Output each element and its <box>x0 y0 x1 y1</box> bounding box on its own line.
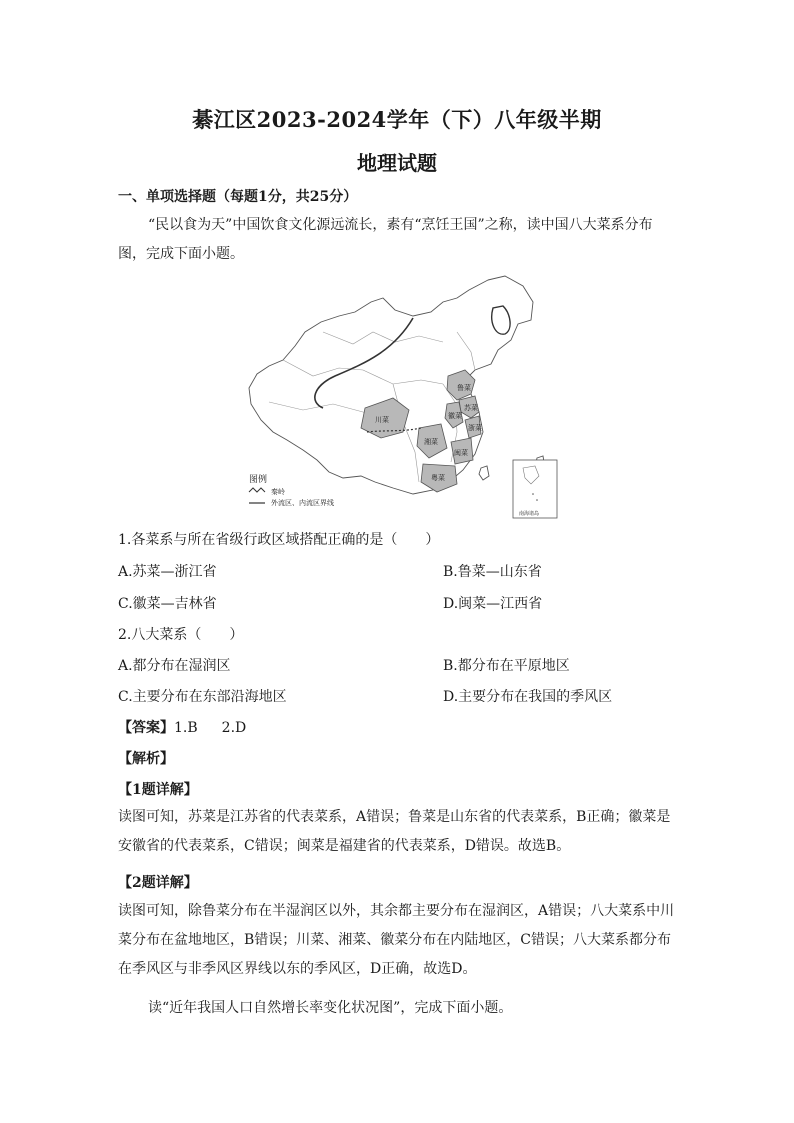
page-subtitle: 地理试题 <box>357 151 437 175</box>
answer-2: 2.D <box>221 720 247 736</box>
q1-option-a: A.苏菜—浙江省 <box>118 564 217 580</box>
mountain-icon <box>249 488 265 492</box>
map-legend <box>249 473 334 507</box>
answer-label: 【答案】 <box>118 720 174 736</box>
label-yue: 粤菜 <box>431 474 445 482</box>
q2-option-d: D.主要分布在我国的季风区 <box>443 689 613 705</box>
next-intro: 读“近年我国人口自然增长率变化状况图”，完成下面小题。 <box>148 1000 513 1016</box>
label-hui: 徽菜 <box>448 412 462 420</box>
label-min: 闽菜 <box>454 449 468 457</box>
detail-1-label: 【1题详解】 <box>118 782 198 798</box>
inset-label: 南海诸岛 <box>519 511 540 517</box>
answer-line <box>118 717 246 737</box>
cuisine-map <box>243 272 563 522</box>
answer-1: 1.B <box>174 720 198 736</box>
q1-option-b: B.鲁菜—山东省 <box>443 564 542 580</box>
detail-2-label: 【2题详解】 <box>118 875 198 891</box>
label-su: 苏菜 <box>464 404 478 412</box>
q2-stem: 2.八大菜系（ ） <box>118 627 244 643</box>
q2-option-b: B.都分布在平原地区 <box>443 658 570 674</box>
page-title: 綦江区2023-2024学年（下）八年级半期 <box>192 107 602 132</box>
q1-option-d: D.闽菜—江西省 <box>443 596 543 612</box>
china-outline <box>249 276 545 494</box>
q2-option-c: C.主要分布在东部沿海地区 <box>118 689 287 705</box>
label-xiang: 湘菜 <box>424 438 438 446</box>
south-sea-inset <box>513 460 557 518</box>
question-intro: “民以食为天”中国饮食文化源远流长，素有“烹饪王国”之称，读中国八大菜系分布图，完成下面小题。 <box>118 217 653 262</box>
analysis-label: 【解析】 <box>118 751 174 767</box>
label-zhe: 浙菜 <box>468 424 482 432</box>
legend-title: 图例 <box>249 475 268 485</box>
detail-1-text: 读图可知，苏菜是江苏省的代表菜系，A错误；鲁菜是山东省的代表菜系，B正确；徽菜是安徽省的代表菜系，C错误；闽菜是福建省的代表菜系，D错误。故选B。 <box>118 809 671 854</box>
label-chuan: 川菜 <box>375 416 389 424</box>
q2-option-a: A.都分布在湿润区 <box>118 658 231 674</box>
detail-2-text: 读图可知，除鲁菜分布在半湿润区以外，其余都主要分布在湿润区，A错误；八大菜系中川菜分布在盆地地区，B错误；川菜、湘菜、徽菜分布在内陆地区，C错误；八大菜系都分布在季风区与非季风区界线以东的季风区，D正确，故选D。 <box>118 903 675 977</box>
label-lu: 鲁菜 <box>457 384 471 392</box>
q1-stem: 1.各菜系与所在省级行政区域搭配正确的是（ ） <box>118 532 440 548</box>
legend-boundary: 外流区、内流区界线 <box>271 499 334 507</box>
legend-qinling: 秦岭 <box>271 488 285 496</box>
q1-option-c: C.徽菜—吉林省 <box>118 596 217 612</box>
section-heading: 一、单项选择题（每题1分，共25分） <box>118 189 358 205</box>
